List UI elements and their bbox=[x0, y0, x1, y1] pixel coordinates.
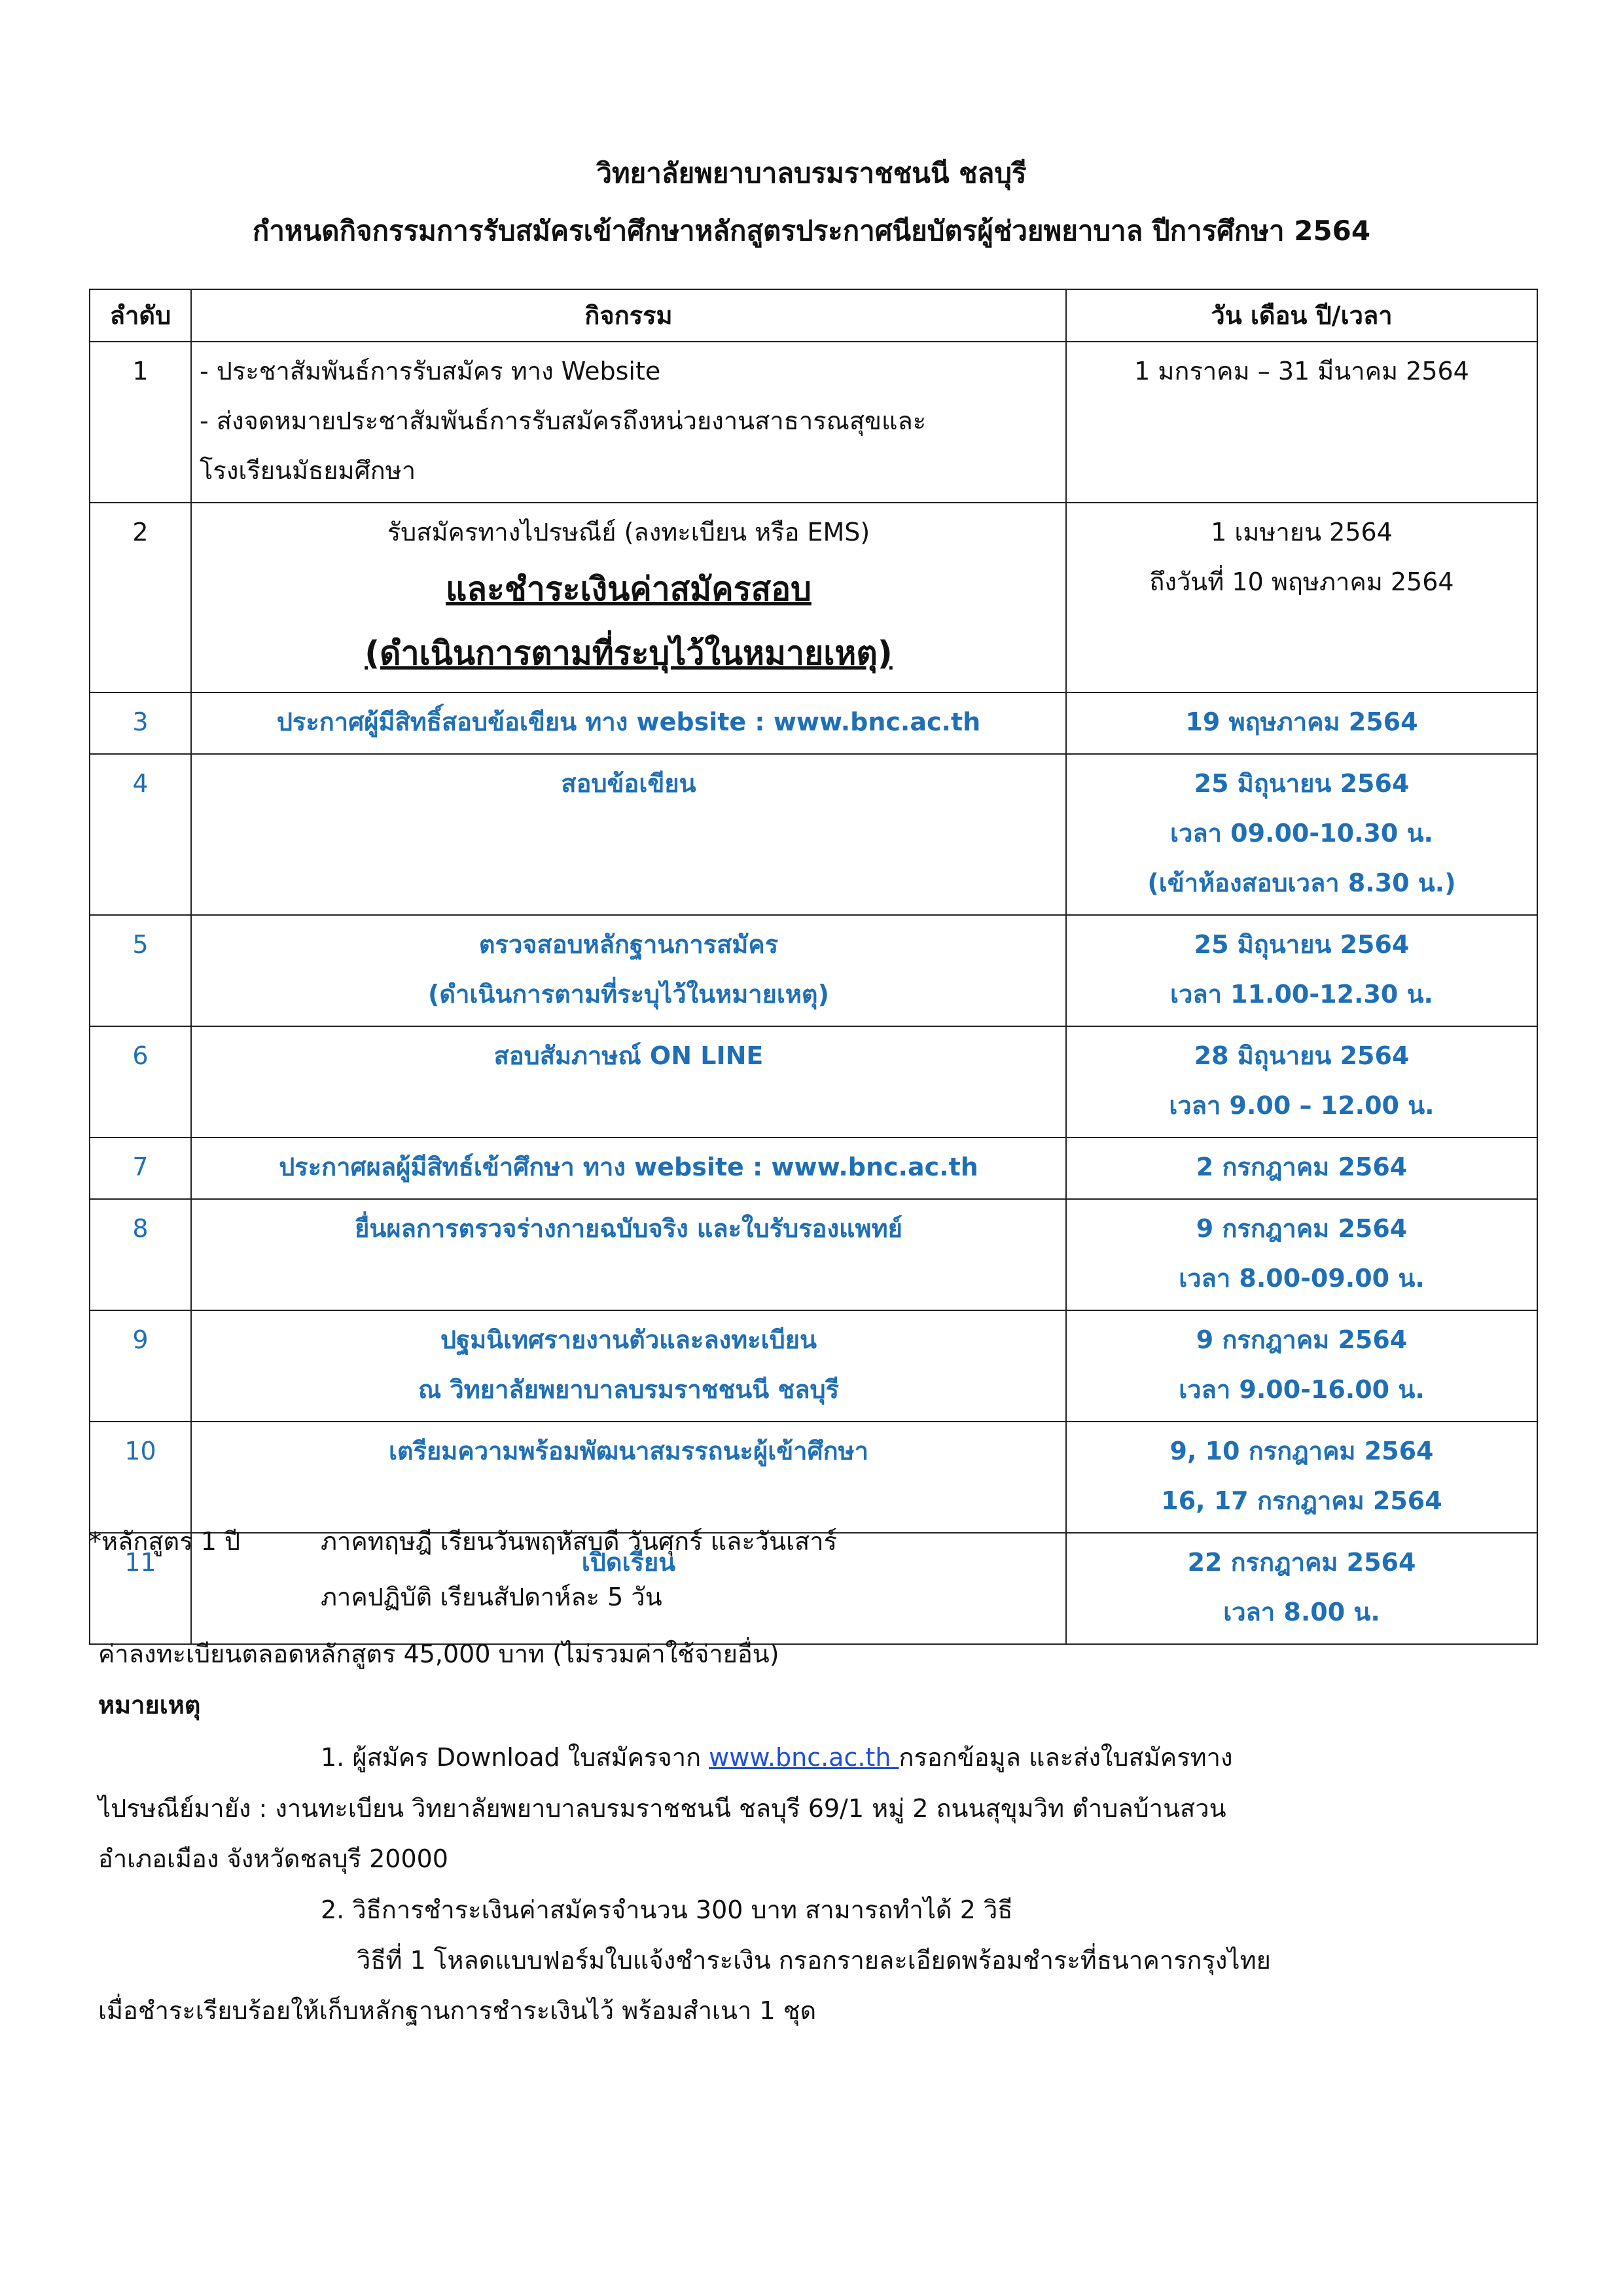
row-number: 7 bbox=[90, 1138, 191, 1199]
date-line: 9 กรกฎาคม 2564 bbox=[1196, 1325, 1408, 1354]
college-title: วิทยาลัยพยาบาลบรมราชชนนี ชลบุรี bbox=[596, 157, 1027, 189]
row-date: 2 กรกฎาคม 2564 bbox=[1066, 1138, 1537, 1199]
row-activity: ประกาศผลผู้มีสิทธ์เข้าศึกษา ทาง website : www.bnc.ac.th bbox=[191, 1138, 1066, 1199]
table-row bbox=[90, 1310, 1537, 1422]
row-date bbox=[1066, 915, 1537, 1026]
date-line: เวลา 8.00-09.00 น. bbox=[1179, 1264, 1425, 1293]
practice-schedule: ภาคปฏิบัติ เรียนสัปดาห์ละ 5 วัน bbox=[321, 1583, 662, 1611]
activity-line: (ดำเนินการตามที่ระบุไว้ในหมายเหตุ) bbox=[428, 980, 829, 1009]
row-date bbox=[1066, 1533, 1537, 1644]
activity-line: รับสมัครทางไปรษณีย์ (ลงทะเบียน หรือ EMS) bbox=[387, 518, 870, 547]
course-label: *หลักสูตร 1 ปี bbox=[89, 1527, 241, 1556]
row-date bbox=[1066, 1199, 1537, 1310]
remark-item-2: 2. วิธีการชำระเงินค่าสมัครจำนวน 300 บาท สามารถทำได้ 2 วิธี bbox=[321, 1895, 1013, 1924]
row-activity: เปิดเรียน bbox=[191, 1533, 1066, 1644]
date-line: เวลา 11.00-12.30 น. bbox=[1170, 980, 1433, 1009]
activity-line: ตรวจสอบหลักฐานการสมัคร bbox=[478, 930, 779, 959]
col-header-order: ลำดับ bbox=[90, 289, 191, 342]
row-activity: สอบข้อเขียน bbox=[191, 754, 1066, 915]
date-line: 22 กรกฎาคม 2564 bbox=[1187, 1548, 1416, 1577]
remark-item-1-address: ไปรษณีย์มายัง : งานทะเบียน วิทยาลัยพยาบาลบรมราชชนนี ชลบุรี 69/1 หมู่ 2 ถนนสุขุมวิท ตำบลบ้านสวน bbox=[98, 1794, 1226, 1823]
date-line: เวลา 09.00-10.30 น. bbox=[1170, 819, 1433, 848]
date-line: 9, 10 กรกฎาคม 2564 bbox=[1169, 1437, 1434, 1465]
date-line: 28 มิถุนายน 2564 bbox=[1194, 1041, 1410, 1070]
table-row bbox=[90, 1026, 1537, 1138]
row-activity: สอบสัมภาษณ์ ON LINE bbox=[191, 1026, 1066, 1138]
row-number: 6 bbox=[90, 1026, 191, 1138]
schedule-subtitle: กำหนดกิจกรรมการรับสมัครเข้าศึกษาหลักสูตรประกาศนียบัตรผู้ช่วยพยาบาล ปีการศึกษา 2564 bbox=[252, 215, 1371, 247]
table-row bbox=[90, 1138, 1537, 1199]
row-activity bbox=[191, 342, 1066, 503]
payment-method-1: วิธีที่ 1 โหลดแบบฟอร์มใบแจ้งชำระเงิน กรอกรายละเอียดพร้อมชำระที่ธนาคารกรุงไทย bbox=[357, 1946, 1271, 1975]
date-line: เวลา 9.00-16.00 น. bbox=[1179, 1375, 1425, 1404]
date-line: เวลา 9.00 – 12.00 น. bbox=[1169, 1091, 1435, 1120]
table-row bbox=[90, 692, 1537, 754]
date-line: 1 มกราคม – 31 มีนาคม 2564 bbox=[1134, 357, 1469, 386]
remark-item-1 bbox=[321, 1738, 1233, 1777]
row-date bbox=[1066, 1422, 1537, 1533]
date-line: 1 เมษายน 2564 bbox=[1211, 518, 1393, 547]
row-date bbox=[1066, 342, 1537, 503]
col-header-activity: กิจกรรม bbox=[191, 289, 1066, 342]
row-number: 4 bbox=[90, 754, 191, 915]
row-number: 9 bbox=[90, 1310, 191, 1422]
remark-item-1-text-end: กรอกข้อมูล และส่งใบสมัครทาง bbox=[899, 1743, 1233, 1772]
activity-line: ปฐมนิเทศรายงานตัวและลงทะเบียน bbox=[440, 1325, 817, 1354]
payment-method-1-end: เมื่อชำระเรียบร้อยให้เก็บหลักฐานการชำระเงินไว้ พร้อมสำเนา 1 ชุด bbox=[98, 1996, 817, 2025]
activity-line: โรงเรียนมัธยมศึกษา bbox=[200, 456, 416, 485]
date-line: เวลา 8.00 น. bbox=[1223, 1598, 1380, 1626]
row-date bbox=[1066, 1026, 1537, 1138]
activity-line: - ส่งจดหมายประชาสัมพันธ์การรับสมัครถึงหน่วยงานสาธารณสุขและ bbox=[200, 406, 927, 435]
remark-title: หมายเหตุ bbox=[98, 1691, 201, 1719]
table-row bbox=[90, 503, 1537, 692]
row-activity: เตรียมความพร้อมพัฒนาสมรรถนะผู้เข้าศึกษา bbox=[191, 1422, 1066, 1533]
activity-emphasis: (ดำเนินการตามที่ระบุไว้ในหมายเหตุ) bbox=[365, 634, 893, 672]
date-line: (เข้าห้องสอบเวลา 8.30 น.) bbox=[1147, 869, 1456, 897]
row-date: 19 พฤษภาคม 2564 bbox=[1066, 692, 1537, 754]
theory-schedule: ภาคทฤษฎี เรียนวันพฤหัสบดี วันศุกร์ และวันเสาร์ bbox=[321, 1527, 838, 1556]
row-number: 1 bbox=[90, 342, 191, 503]
website-link[interactable]: www.bnc.ac.th bbox=[709, 1743, 899, 1772]
activity-emphasis: และชำระเงินค่าสมัครสอบ bbox=[446, 570, 812, 608]
row-number: 11 bbox=[90, 1533, 191, 1644]
row-date bbox=[1066, 1310, 1537, 1422]
row-activity bbox=[191, 915, 1066, 1026]
row-activity bbox=[191, 503, 1066, 692]
row-activity: ยื่นผลการตรวจร่างกายฉบับจริง และใบรับรองแพทย์ bbox=[191, 1199, 1066, 1310]
table-row bbox=[90, 1422, 1537, 1533]
row-number: 8 bbox=[90, 1199, 191, 1310]
remark-item-1-text: 1. ผู้สมัคร Download ใบสมัครจาก bbox=[321, 1743, 709, 1772]
table-row bbox=[90, 754, 1537, 915]
row-activity: ประกาศผู้มีสิทธิ์สอบข้อเขียน ทาง website : www.bnc.ac.th bbox=[191, 692, 1066, 754]
activity-line: - ประชาสัมพันธ์การรับสมัคร ทาง Website bbox=[200, 357, 661, 386]
date-line: 9 กรกฎาคม 2564 bbox=[1196, 1214, 1408, 1243]
date-line: 25 มิถุนายน 2564 bbox=[1194, 930, 1410, 959]
date-line: ถึงวันที่ 10 พฤษภาคม 2564 bbox=[1149, 567, 1454, 596]
row-number: 3 bbox=[90, 692, 191, 754]
activity-line: ณ วิทยาลัยพยาบาลบรมราชชนนี ชลบุรี bbox=[418, 1375, 840, 1404]
row-number: 2 bbox=[90, 503, 191, 692]
registration-fee: ค่าลงทะเบียนตลอดหลักสูตร 45,000 บาท (ไม่รวมค่าใช้จ่ายอื่น) bbox=[98, 1640, 779, 1668]
schedule-table bbox=[89, 289, 1538, 1645]
row-number: 5 bbox=[90, 915, 191, 1026]
table-header-row bbox=[90, 289, 1537, 342]
table-row bbox=[90, 1199, 1537, 1310]
row-date bbox=[1066, 754, 1537, 915]
row-number: 10 bbox=[90, 1422, 191, 1533]
col-header-date: วัน เดือน ปี/เวลา bbox=[1066, 289, 1537, 342]
row-date bbox=[1066, 503, 1537, 692]
remark-item-1-address-end: อำเภอเมือง จังหวัดชลบุรี 20000 bbox=[98, 1844, 448, 1873]
table-row bbox=[90, 915, 1537, 1026]
row-activity bbox=[191, 1310, 1066, 1422]
table-row bbox=[90, 342, 1537, 503]
date-line: 16, 17 กรกฎาคม 2564 bbox=[1161, 1486, 1442, 1515]
date-line: 25 มิถุนายน 2564 bbox=[1194, 769, 1410, 798]
